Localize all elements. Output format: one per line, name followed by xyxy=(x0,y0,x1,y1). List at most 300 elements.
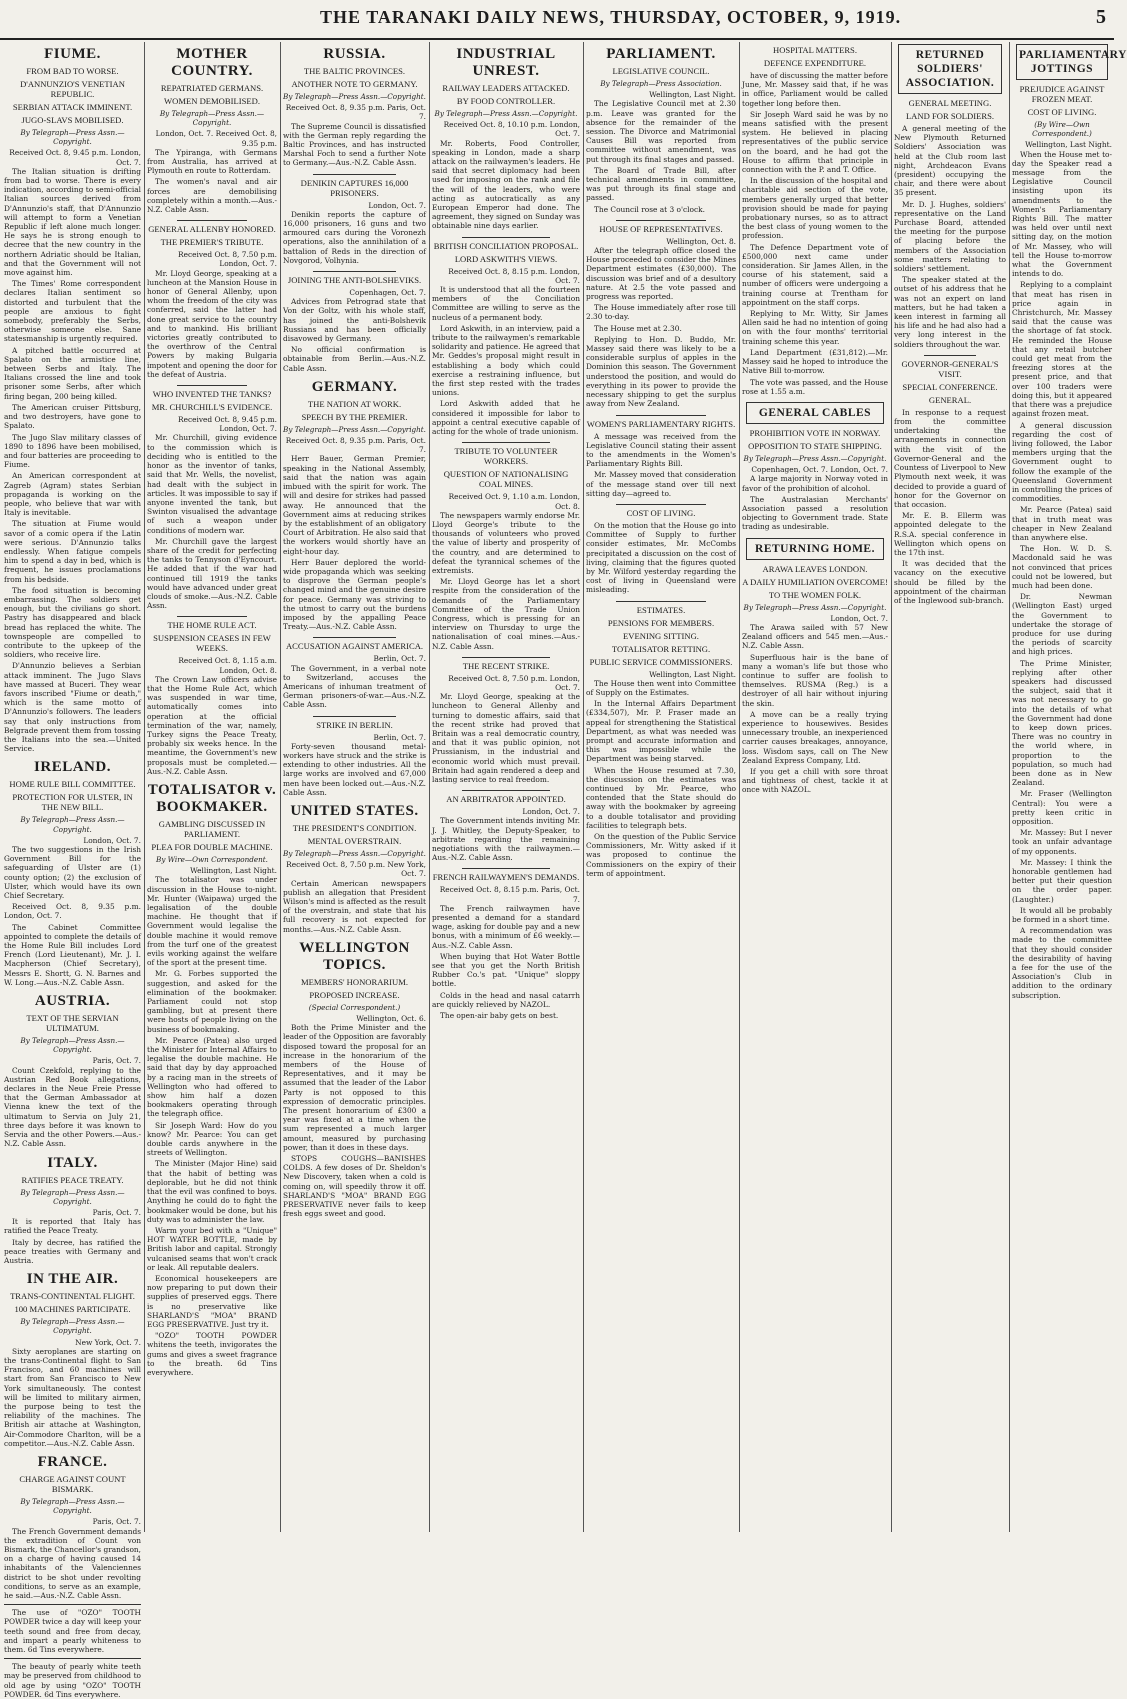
divider xyxy=(616,601,706,602)
divider xyxy=(177,616,247,617)
article-subhead: GOVERNOR-GENERAL'S VISIT. xyxy=(901,358,999,379)
article-subhead: OPPOSITION TO STATE SHIPPING. xyxy=(748,440,882,451)
article-subhead: HOUSE OF REPRESENTATIVES. xyxy=(599,223,723,234)
article-paragraph: Colds in the head and nasal catarrh are quickly relieved by NAZOL. xyxy=(432,990,580,1009)
article-subhead: THE PREMIER'S TRIBUTE. xyxy=(160,237,264,248)
column-rule xyxy=(739,42,740,1532)
divider xyxy=(924,355,976,356)
column-6 xyxy=(742,42,888,1532)
article-paragraph: "OZO" TOOTH POWDER whitens the teeth, invigorates the gums and gives a sweet fragrance to the breath. 6d Tins everywhere. xyxy=(147,1331,277,1377)
divider xyxy=(462,237,550,238)
article-dateline: Wellington, Last Night. xyxy=(190,866,277,876)
column-8 xyxy=(1012,42,1127,1532)
column-5 xyxy=(586,42,736,1532)
article xyxy=(283,174,426,265)
article-dateline: Received Oct. 8, 7.50 p.m. London, Oct. 7. xyxy=(178,250,277,269)
article-subhead: SPEECH BY THE PREMIER. xyxy=(301,411,408,422)
article-dateline: Received Oct. 8, 9.45 p.m. London, Oct. 7. xyxy=(9,148,141,167)
article-paragraph: Herr Bauer deplored the world-wide propaganda which was seeking to disprove the German people's changed mind and the genuine desire for peace. Germany was striving to the utmost to carry out the burdens imposed by the appalling Peace Treaty.—Aus.-N.Z. Cable Assn. xyxy=(283,557,426,632)
article-subhead: GENERAL MEETING. xyxy=(908,98,992,108)
article-paragraph: Received Oct. 8, 9.35 p.m. London, Oct. 7. xyxy=(4,902,141,921)
article xyxy=(432,442,580,650)
article-paragraph: Mr. Massey moved that consideration of the message stand over till next sitting day—agreed to. xyxy=(586,470,736,498)
article-subhead: THE HOME RULE ACT. xyxy=(167,620,257,631)
article-paragraph: The totalisator was under discussion in the House to-night. Mr. Hunter (Waipawa) urged the legalisation of the double machine. He thought that if Government would legalise the double machine it would remove from the turf one of the greatest evils working against the welfare of the sport at the present time. xyxy=(147,875,277,968)
article-paragraph: Mr. Roberts, Food Controller, speaking in London, made a sharp attack on the railwaymen's leaders. He said that secret diplomacy had been used for imposing on the rank and file the will of the leaders, who were acting as autocratically as any European Emperor had done. The agreement, they signed on Sunday was obtainable nine days earlier. xyxy=(432,138,580,231)
article-headline: WELLINGTON TOPICS. xyxy=(299,939,410,973)
divider xyxy=(616,415,706,416)
article-headline: FRANCE. xyxy=(37,1453,108,1470)
article-paragraph: The speaker stated at the outset of his address that he was not an expert on land matters, but he had taken a keen interest in farming all his life and he had also had a very long interest in the soldiers throughout the war. xyxy=(894,275,1006,349)
masthead-title: THE TARANAKI DAILY NEWS, THURSDAY, OCTOBER, 9, 1919. xyxy=(320,7,902,27)
article-subhead: TRIBUTE TO VOLUNTEER WORKERS. xyxy=(454,446,558,467)
article-byline: By Telegraph—Press Assn.—Copyright. xyxy=(20,1317,125,1336)
article-byline: By Telegraph—Press Assn.—Copyright. xyxy=(20,1036,125,1055)
article-subhead: ANOTHER NOTE TO GERMANY. xyxy=(291,79,418,89)
article-paragraph: After the telegraph office closed the House proceeded to consider the Mines Department estimates (£30,000). The discussion was brief and of a desultory nature. At 2.5 the vote passed and progress was reported. xyxy=(586,246,736,302)
article-subhead: TEXT OF THE SERVIAN ULTIMATUM. xyxy=(26,1013,119,1034)
article-paragraph: In the discussion of the hospital and charitable aid section of the vote, members generally urged that better provision should be made for paying probationary nurses, so as to attract the best class of young women to the profession. xyxy=(742,176,888,241)
article xyxy=(586,601,736,878)
article-byline: By Telegraph—Press Assn.—Copyright. xyxy=(743,453,887,463)
column-rule xyxy=(144,42,145,1532)
article-dateline: Wellington, Oct. 6. xyxy=(356,1014,426,1024)
article-byline: By Telegraph—Press Assn.—Copyright. xyxy=(283,424,426,434)
article-paragraph: The situation at Fiume would savor of a comic opera if the Latin were serious. D'Annunzio talks endlessly. When fatigue compels him to spend a day in bed, which is frequent, he issues proclamations from his bedside. xyxy=(4,519,141,584)
article-paragraph: When the House met to-day the Speaker read a message from the Legislative Council insisting upon its amendments to the Women's Parliamentary Rights Bill. The matter was held over until next sitting day, on the motion of Mr. Massey, who will tell the House to-morrow what the Government intends to do. xyxy=(1012,149,1112,279)
article-byline: By Telegraph—Press Assn.—Copyright. xyxy=(20,1187,125,1206)
article-paragraph: Mr. Massey: I think the honorable gentlemen had better put their question on the order paper. (Laughter.) xyxy=(1012,857,1112,904)
article-paragraph: Forty-seven thousand metal-workers have struck and the strike is extending to other industries. All the large works are involved and 67,000 men have been locked out.—Aus.-N.Z. Cable Assn. xyxy=(283,741,426,797)
article-paragraph: Mr. G. Forbes supported the suggestion, and asked for the elimination of the bookmaker. Parliament could not stop gambling, but at present there were hosts of people living on the business of bookmaking. xyxy=(147,969,277,1034)
article-subhead: PUBLIC SERVICE COMMISSIONERS. xyxy=(589,656,733,667)
article-paragraph: Advices from Petrograd state that Von der Goltz, with his whole staff, has joined the anti-Bolshevik Russians and has been officially disavowed by Germany. xyxy=(283,297,426,344)
article-subhead: PROTECTION FOR ULSTER, IN THE NEW BILL. xyxy=(12,792,133,813)
article xyxy=(283,271,426,373)
article-dateline: London, Oct. 7. xyxy=(830,613,888,623)
article xyxy=(742,538,888,795)
article-byline: By Telegraph—Press Assn.—Copyright. xyxy=(20,815,125,834)
article-paragraph: When buying that Hot Water Bottle see that you get the North British Rubber Co.'s pat. "Unique" sloppy bottle. xyxy=(432,951,580,989)
article-paragraph: The Council rose at 3 o'clock. xyxy=(594,204,705,214)
column-7 xyxy=(894,42,1006,1532)
article-subhead: PREJUDICE AGAINST FROZEN MEAT. xyxy=(1019,84,1105,104)
article-paragraph: The women's naval and air forces are demobilising completely within a month.—Aus.-N.Z. Cable Assn. xyxy=(147,177,277,215)
divider xyxy=(177,220,247,221)
divider xyxy=(313,271,396,272)
article-byline: By Telegraph—Press Assn.—Copyright. xyxy=(20,1496,125,1516)
article-subhead: TRANS-CONTINENTAL FLIGHT. xyxy=(10,1291,135,1302)
article xyxy=(432,657,580,784)
article-paragraph: The French railwaymen have presented a demand for a standard wage, asking for double pay and a new bonus, with a minimum of £6 weekly.—Aus.-N.Z. Cable Assn. xyxy=(432,903,580,950)
article-paragraph: The Prime Minister, replying after other speakers had discussed the subject, said that it was not necessary to go into the details of what the Government had done to keep down prices. There was no country in the world where, in proportion to the population, so much had been done as in New Zealand. xyxy=(1012,658,1112,788)
article-paragraph: The American cruiser Pittsburg, and two destroyers, have gone to Spalato. xyxy=(4,402,141,431)
article-headline: FIUME. xyxy=(44,46,101,62)
article xyxy=(586,46,736,214)
article-byline: By Telegraph—Press Assn.—Copyright. xyxy=(159,109,265,128)
article-paragraph: Mr. D. J. Hughes, soldiers' representative on the Land Purchase Board, attended the meeting for the purpose of placing before the members of the Association some matters relating to soldiers' settlement. xyxy=(894,199,1006,274)
article xyxy=(283,940,426,1219)
article-headline: INDUSTRIAL UNREST. xyxy=(456,46,556,79)
article-dateline: Received Oct. 8, 10.10 p.m. London, Oct. 7. xyxy=(443,120,580,139)
article-paragraph: Mr. E. B. Ellerm was appointed delegate to the R.S.A. special conference in Wellington which opens on the 17th inst. xyxy=(894,511,1006,557)
article-subhead: 100 MACHINES PARTICIPATE. xyxy=(14,1304,131,1315)
article-headline: RETURNING HOME. xyxy=(746,538,884,560)
divider xyxy=(313,174,396,175)
column-1 xyxy=(4,42,141,1699)
article-subhead: COST OF LIVING. xyxy=(626,507,696,518)
article xyxy=(586,220,736,409)
divider xyxy=(313,637,396,638)
article-paragraph: The vote was passed, and the House rose at 1.55 a.m. xyxy=(742,377,888,396)
article-paragraph: STOPS COUGHS—BANISHES COLDS. A few doses of Dr. Sheldon's New Discovery, taken when a cold is coming on, will speedily throw it off. SHARLAND'S "MOA" BRAND EGG PRESERVATIVE never fails to keep fresh eggs sweet and good. xyxy=(283,1154,426,1219)
article-paragraph: It was decided that the vacancy on the executive should be filled by the appointment of the chairman of the Inglewood sub-branch. xyxy=(894,559,1006,605)
article-subhead: WOMEN DEMOBILISED. xyxy=(164,96,260,106)
article-byline: By Telegraph—Press Assn.—Copyright. xyxy=(283,92,426,101)
article-headline: TOTALISATOR v. BOOKMAKER. xyxy=(147,781,277,815)
article-dateline: Wellington, Last Night. xyxy=(1025,140,1112,150)
article-paragraph: Mr. Churchill, giving evidence to the commission which is deciding who is entitled to the honor as the inventor of tanks, said that Mr. Wells, the novelist, had dealt with the subject in articles. It was impossible to say if anyone invented the tank, but Swinton visualised the advantage of such a weapon under conditions of modern war. xyxy=(147,433,277,535)
article-subhead: GAMBLING DISCUSSED IN PARLIAMENT. xyxy=(158,818,266,839)
article-paragraph: The Crown Law officers advise that the Home Rule Act, which was suspended in war time, automatically comes into operation at the official termination of the war, namely, Turkey signs the Peace Treaty, probably six weeks hence. In the meantime, the Government's new proposals must be completed.—Aus.-N.Z. Cable Assn. xyxy=(147,674,277,776)
article-paragraph: The Defence Department vote of £500,000 next came under consideration. Sir James Allen, in the course of his statement, said a number of officers were undergoing a training course at Trentham for appointment on the staff corps. xyxy=(742,242,888,307)
article-headline: UNITED STATES. xyxy=(290,802,419,819)
article-paragraph: The open-air baby gets on best. xyxy=(440,1011,559,1021)
article-paragraph: Superfluous hair is the bane of many a woman's life but those who continue to suffer are foolish to themselves. RUSMA (Reg.) is a destroyer of all hair without injuring the skin. xyxy=(742,652,888,708)
article-paragraph: The Hon. W. D. S. Macdonald said he was not convinced that prices could not be lowered, but much had been done. xyxy=(1012,544,1112,590)
article-paragraph: Replying to Mr. Witty, Sir James Allen said he had no intention of going on with the four months' territorial training scheme this year. xyxy=(742,309,888,346)
article-paragraph: On the question of the Public Service Commissioners, Mr. Witty asked if it was proposed to continue the Commissioners on the expiry of their term of appointment. xyxy=(586,832,736,878)
article-subhead: JUGO-SLAVS MOBILISED. xyxy=(21,115,124,125)
article-dateline: Berlin, Oct. 7. xyxy=(373,732,426,742)
article xyxy=(4,1155,141,1266)
article-paragraph: The Government, in a verbal note to Switzerland, accuses the Americans of inhuman treatment of German prisoners-of-war.—Aus.-N.Z. Cable Assn. xyxy=(283,663,426,710)
article xyxy=(4,1454,141,1699)
article-paragraph: In response to a request from the committee undertaking the arrangements in connection with the visit of the Governor-General and the Countess of Liverpool to New Plymouth next week, it was decided to provide a guard of honor for the Governor on that occasion. xyxy=(894,407,1006,509)
article-dateline: Paris, Oct. 7. xyxy=(92,1207,141,1217)
article-subhead: SUSPENSION CEASES IN FEW WEEKS. xyxy=(153,633,271,654)
article xyxy=(147,385,277,610)
article-dateline: Received Oct. 8, 7.50 p.m. London, Oct. 7. xyxy=(448,673,580,692)
column-rule xyxy=(891,42,892,1532)
article-byline: By Wire—Own Correspondent. xyxy=(156,854,268,864)
article xyxy=(586,504,736,595)
article-dateline: London, Oct. 7. Received Oct. 8, 9.35 p.m. xyxy=(155,129,277,148)
article-paragraph: Warm your bed with a "Unique" HOT WATER BOTTLE, made by British labor and capital. Strongly vulcanised seams that won't crack or leak. All reputable dealers. xyxy=(147,1225,277,1272)
article-byline: By Telegraph—Press Association. xyxy=(600,79,722,88)
article-dateline: Wellington, Last Night. xyxy=(649,669,736,679)
article-paragraph: When the House resumed at 7.30, the discussion on the estimates was continued by Mr. Pearce, who contended that the State should do away with the bookmaker by agreeing to a double totalisator and providing facilities to telegraph bets. xyxy=(586,765,736,830)
article-paragraph: Count Czekfold, replying to the Austrian Red Book allegations, declares in the Neue Freie Presse that the German Ambassador at Vienna knew the text of the ultimatum to Servia on July 21, three days before it was known to Servia and the other Powers.—Aus.-N.Z. Cable Assn. xyxy=(4,1065,141,1149)
advertisement: The beauty of pearly white teeth may be preserved from childhood to old age by using "OZO" TOOTH POWDER. 6d Tins everywhere. xyxy=(4,1658,141,1699)
article-subhead: WHO INVENTED THE TANKS? xyxy=(152,389,272,400)
article-paragraph: Lord Askwith, in an interview, paid a tribute to the railwaymen's remarkable solidarity and patience. He agreed that Mr. Geddes's proposal might result in establishing a body which could exercise a restraining influence, but the first step rested with the trades unions. xyxy=(432,323,580,398)
divider xyxy=(462,657,550,658)
article-paragraph: A pitched battle occurred at Spalato on the armistice line, between Serbs and Italy. The Italians crossed the line and took prisoner some Serbs, after which firing began, 200 being killed. xyxy=(4,345,141,401)
article-paragraph: The food situation is becoming embarrassing. The soldiers get enough, but the civilians go short. Pastry has disappeared and black bread has replaced the white. The townspeople are compelled to contribute to the upkeep of the soldiers, who receive lire. xyxy=(4,585,141,660)
article-subhead: COST OF LIVING. xyxy=(1027,107,1097,117)
article-paragraph: The Minister (Major Hine) said that the habit of betting was deplorable, but he did not think that the evil was confined to boys. Anything he could do to fight the bookmaker would be done, but his duty was to administer the law. xyxy=(147,1159,277,1224)
article-subhead: D'ANNUNZIO'S VENETIAN REPUBLIC. xyxy=(20,79,125,99)
article-headline: RUSSIA. xyxy=(323,46,386,62)
article-subhead: RATIFIES PEACE TREATY. xyxy=(21,1174,124,1185)
article-paragraph: The House met at 2.30. xyxy=(594,323,682,333)
article-dateline: Received Oct. 8, 8.15 p.m. Paris, Oct. 7. xyxy=(439,885,580,904)
article-subhead: GENERAL. xyxy=(928,394,972,405)
article-paragraph: Denikin reports the capture of 16,000 prisoners, 16 guns and two armoured cars during the Voronezh operations, also the annihilation of a battalion of Reds in the direction of Novgorod, Volhynia. xyxy=(283,209,426,265)
article-paragraph: In the Internal Affairs Department (£334,507), Mr. P. Fraser made an appeal for strengthening the Statistical Department, as what was needed was prompt and accurate information and this was impossible while the Department was being starved. xyxy=(586,699,736,764)
article-dateline: Wellington, Oct. 8. xyxy=(666,236,736,246)
article-dateline: Received Oct. 9, 1.10 a.m. London, Oct. 8. xyxy=(448,492,580,511)
article-subhead: BY FOOD CONTROLLER. xyxy=(456,96,556,106)
article-paragraph: The Supreme Council is dissatisfied with the German reply regarding the Baltic Provinces, and has instructed Marshal Foch to send a further Note to Germany.—Aus.-N.Z. Cable Assn. xyxy=(283,121,426,168)
divider xyxy=(313,716,396,717)
article-paragraph: Mr. Fraser (Wellington Central): You were a pretty keen critic in opposition. xyxy=(1012,789,1112,827)
article-headline: IN THE AIR. xyxy=(26,1271,119,1288)
article-subhead: A DAILY HUMILIATION OVERCOME! xyxy=(742,576,888,587)
article-paragraph: The French Government demands the extradition of Count von Bismark, the Chancellor's grandson, on a charge of having caused 14 inhabitants of the Valenciennes district to be shot under revolting conditions, to serve as an example, he said.—Aus.-N.Z. Cable Assn. xyxy=(4,1526,141,1600)
article-subhead: HOSPITAL MATTERS. xyxy=(773,45,857,55)
article xyxy=(432,237,580,437)
article-paragraph: A message was received from the Legislative Council stating their assent to the amendments in the Women's Parliamentary Rights Bill. xyxy=(586,431,736,469)
article-paragraph: Lord Askwith added that he considered it impossible for labor to appoint a central executive capable of acting for the whole of trade unionism. xyxy=(432,399,580,437)
article-dateline: Wellington, Last Night. xyxy=(649,90,736,100)
article-byline: By Telegraph—Press Assn.—Copyright. xyxy=(434,109,578,118)
article-paragraph: The Times' Rome correspondent declares Italian sentiment so distorted and turbulent that the people are anxious to fight somebody, preferably the Serbs, otherwise someone else. Sane statesmanship is urgently required. xyxy=(4,279,141,344)
article-paragraph: The Arawa sailed with 57 New Zealand officers and 545 men.—Aus.-N.Z. Cable Assn. xyxy=(742,622,888,651)
divider xyxy=(177,385,247,386)
article-subhead: ACCUSATION AGAINST AMERICA. xyxy=(285,641,424,652)
article-paragraph: The Legislative Council met at 2.30 p.m. Leave was granted for the absence for the remainder of the session. The Divorce and Matrimonial Causes Bill was reported from committee without amendment, was put through its final stages and passed. xyxy=(586,99,736,164)
article-subhead: PENSIONS FOR MEMBERS. xyxy=(607,617,715,628)
article-paragraph: It would all be probably be formed in a short time. xyxy=(1012,905,1112,925)
column-rule xyxy=(583,42,584,1532)
article-byline: By Telegraph—Press Assn.—Copyright. xyxy=(20,128,125,147)
article-paragraph: Certain American newspapers publish an allegation that President Wilson's mind is affected as the result of the overstrain, and state that his full recovery is not expected for months.—Aus.-N.Z. Cable Assn. xyxy=(283,878,426,934)
column-rule xyxy=(280,42,281,1532)
article-paragraph: Sir Joseph Ward: How do you know? Mr. Pearce: You can get double cards anywhere in the streets of Wellington. xyxy=(147,1120,277,1158)
article-subhead: MENTAL OVERSTRAIN. xyxy=(307,835,402,846)
article-headline: RETURNED SOLDIERS' ASSOCIATION. xyxy=(898,44,1002,94)
article-subhead: SERBIAN ATTACK IMMINENT. xyxy=(12,102,133,112)
article-subhead: THE NATION AT WORK. xyxy=(307,398,402,409)
article xyxy=(283,716,426,797)
article-paragraph: It is understood that all the fourteen members of the Conciliation Committee are willing to serve as the nucleus of a permanent body. xyxy=(432,285,580,322)
article-paragraph: Replying to a complaint that meat has risen in price again in Christchurch, Mr. Massey said that the cause was the shortage of fat stock. He reminded the House that any retail butcher could get meat from the freezing stores at the present price, and that over 100 traders were doing this, but it appeared that there was a prejudice against frozen meat. xyxy=(1012,280,1112,419)
article-subhead: JOINING THE ANTI-BOLSHEVIKS. xyxy=(287,275,422,286)
article-byline: (By Wire—Own Correspondent.) xyxy=(1032,120,1092,139)
divider xyxy=(616,504,706,505)
article-subhead: PROHIBITION VOTE IN NORWAY. xyxy=(749,427,881,438)
article-paragraph: D'Annunzio believes a Serbian attack imminent. The Jugo Slavs have massed at Buceri. They wear favors inscribed "Fiume or death," which is the same motto of D'Annunzio's followers. The leaders say that only instructions from Belgrade prevent them from tossing the Italians into the sea.—United Service. xyxy=(4,661,141,754)
column-3 xyxy=(283,42,426,1532)
article-paragraph: A general meeting of the New Plymouth Returned Soldiers' Association was held at the Club room last night, Archdeacon Evans (president) occupying the chair, and there were about 35 present. xyxy=(894,124,1006,198)
article xyxy=(742,45,888,396)
page-number: 5 xyxy=(1096,6,1106,28)
article-dateline: Berlin, Oct. 7. xyxy=(373,654,426,664)
article-paragraph: Sir Joseph Ward said he was by no means satisfied with the present system. He believed in placing representatives of the public service on the board, and he had got the House to affirm that principle in connection with the P. and T. Office. xyxy=(742,109,888,175)
divider xyxy=(616,220,706,221)
article-dateline: Received Oct. 8, 1.15 a.m. London, Oct. 8. xyxy=(178,656,277,675)
article-subhead: CHARGE AGAINST COUNT BISMARK. xyxy=(19,1473,126,1494)
article xyxy=(283,379,426,631)
article-paragraph: Mr. Lloyd George has let a short respite from the consideration of the demands of the Parliamentary Committee of the Trade Union Congress, which is pressing for an interview on Thursday to urge the nationalisation of coal mines.—Aus.-N.Z. Cable Assn. xyxy=(432,577,580,651)
article-paragraph: A large majority in Norway voted in favor of the prohibition of alcohol. xyxy=(742,474,888,493)
article-subhead: DEFENCE EXPENDITURE. xyxy=(763,58,867,68)
article-paragraph: Italy by decree, has ratified the peace treaties with Germany and Austria. xyxy=(4,1237,141,1265)
article-paragraph: A recommendation was made to the committee that they should consider the desirability of having a fee for the use of the Association's Club in addition to the ordinary subscription. xyxy=(1012,926,1112,1000)
article-subhead: AN ARBITRATOR APPOINTED. xyxy=(446,794,566,805)
article-paragraph: Replying to Hon. D. Buddo, Mr. Massey said there was likely to be a considerable surplus of apples in the Dominion this season. The Government understood the position, and would do everything in its power to provide the necessary shipping to get the surplus away from New Zealand. xyxy=(586,334,736,409)
article-paragraph: The Italian situation is drifting from bad to worse. There is every indication, according to semi-official Italian sources derived from D'Annunzio's staff, that D'Annunzio will attempt to form a Venetian Republic if left alone much longer. He says he is strong enough to decree that the new country in the northern Adriatic should be Italian, and that the Government will not move against him. xyxy=(4,166,141,278)
article-dateline: Received Oct. 8, 9.35 p.m. Paris, Oct. 7. xyxy=(285,103,426,122)
article-subhead: LORD ASKWITH'S VIEWS. xyxy=(454,253,558,264)
article-dateline: Received Oct. 8, 9.45 p.m. London, Oct. 7. xyxy=(178,415,277,434)
article-subhead: BRITISH CONCILIATION PROPOSAL. xyxy=(433,240,579,251)
article xyxy=(432,868,580,1020)
article-paragraph: The Government intends inviting Mr. J. J. Whitley, the Deputy-Speaker, to arbitrate regarding the remaining negotiations with the railwaymen.—Aus.-N.Z. Cable Assn. xyxy=(432,816,580,863)
article xyxy=(4,1271,141,1448)
article-dateline: London, Oct. 7. xyxy=(368,200,426,210)
article xyxy=(586,415,736,498)
article-subhead: WOMEN'S PARLIAMENTARY RIGHTS. xyxy=(586,418,736,429)
article-paragraph: No official confirmation is obtainable from Berlin.—Aus.-N.Z. Cable Assn. xyxy=(283,345,426,373)
article-paragraph: have of discussing the matter before June, Mr. Massey said that, if he was in office, Parliament would be called together long before then. xyxy=(742,71,888,108)
article xyxy=(1012,44,1127,1000)
article-headline: GERMANY. xyxy=(311,378,398,395)
article-headline: PARLIAMENTARY JOTTINGS xyxy=(1016,44,1108,80)
article-paragraph: Sixty aeroplanes are starting on the trans-Continental flight to San Francisco, and 60 machines will start from San Francisco to New York simultaneously. The contest will be limited to military airmen, the purpose being to test the reliability of the machines. The British air attache at Washington, Air-Commodore Charlton, will be a competitor.—Aus.-N.Z. Cable Assn. xyxy=(4,1346,141,1448)
article-subhead: GENERAL ALLENBY HONORED. xyxy=(148,224,276,235)
article-subhead: THE RECENT STRIKE. xyxy=(462,660,550,671)
article-paragraph: On the motion that the House go into Committee of Supply to further consider estimates, Mr. McCombs precipitated a discussion on the cost of living, claiming that the figures quoted by Mr. Wilford yesterday regarding the cost of living in Queensland were misleading. xyxy=(586,520,736,595)
article-paragraph: A general discussion regarding the cost of living followed, the Labor members urging that the Government ought to follow the example of the Queensland Government in controlling the prices of commodities. xyxy=(1012,420,1112,504)
article xyxy=(742,402,888,532)
article-paragraph: The Ypiranga, with Germans from Australia, has arrived at Plymouth en route to Rotterdam. xyxy=(147,147,277,176)
article-dateline: Paris, Oct. 7. xyxy=(92,1517,141,1527)
article-subhead: ESTIMATES. xyxy=(636,604,686,615)
article-paragraph: The two suggestions in the Irish Government Bill for the safeguarding of Ulster are (1) county option; (2) the exclusion of Ulster, which would have its own Chief Secretary. xyxy=(4,845,141,901)
article-dateline: Received Oct. 8, 8.15 p.m. London, Oct. 7. xyxy=(448,266,580,285)
article xyxy=(147,616,277,776)
article-subhead: HOME RULE BILL COMMITTEE. xyxy=(9,779,136,790)
article-subhead: ARAWA LEAVES LONDON. xyxy=(762,563,868,574)
article-headline: ITALY. xyxy=(47,1154,98,1171)
article-headline: PARLIAMENT. xyxy=(606,46,716,62)
article xyxy=(432,46,580,231)
column-2 xyxy=(147,42,277,1532)
article-dateline: London, Oct. 7. xyxy=(83,835,141,845)
article-dateline: Copenhagen, Oct. 7. London, Oct. 7. xyxy=(751,465,888,475)
divider xyxy=(462,868,550,869)
article xyxy=(4,46,141,753)
article-headline: MOTHER COUNTRY. xyxy=(171,46,253,79)
article-dateline: Copenhagen, Oct. 7. xyxy=(349,288,426,298)
column-rule xyxy=(1009,42,1010,1532)
article xyxy=(4,993,141,1148)
article-subhead: FROM BAD TO WORSE. xyxy=(26,66,119,76)
article-paragraph: Mr. Churchill gave the largest share of the credit for perfecting the tanks to Tennyson d'Eyncourt. He added that if the war had continued till 1919 the tanks would have advanced under great clouds of smoke.—Aus.-N.Z. Cable Assn. xyxy=(147,536,277,611)
article-paragraph: An American correspondent at Zagreb (Agram) states Serbian propaganda is working on the people, who believe that war with Italy is inevitable. xyxy=(4,471,141,518)
article xyxy=(147,220,277,379)
article-subhead: DENIKIN CAPTURES 16,000 PRISONERS. xyxy=(300,177,409,198)
article-subhead: TOTALISATOR RETTING. xyxy=(611,643,711,654)
article-subhead: THE BALTIC PROVINCES. xyxy=(303,66,406,76)
article-paragraph: Mr. Pearce (Patea) said that in truth meat was cheaper in New Zealand than anywhere else. xyxy=(1012,505,1112,542)
article-byline: (Special Correspondent.) xyxy=(308,1002,401,1012)
article-paragraph: The Jugo Slav military classes of 1890 to 1896 have been mobilised, and four batteries are proceeding to Fiume. xyxy=(4,432,141,470)
article-subhead: SPECIAL CONFERENCE. xyxy=(902,381,998,392)
column-4 xyxy=(432,42,580,1532)
article xyxy=(894,44,1006,349)
article-dateline: Paris, Oct. 7. xyxy=(92,1056,141,1066)
article-subhead: LEGISLATIVE COUNCIL. xyxy=(612,66,710,76)
article-paragraph: The Cabinet Committee appointed to complete the details of the Home Rule Bill includes Lord French (Lord Lieutenant), Mr. J. I. Macpherson (Chief Secretary), Messrs E. Shortt, G. N. Barnes and W. Long.—Aus.-N.Z. Cable Assn. xyxy=(4,922,141,987)
article-headline: IRELAND. xyxy=(34,759,111,776)
article-byline: By Telegraph—Press Assn.—Copyright. xyxy=(283,848,426,858)
article xyxy=(432,790,580,862)
article xyxy=(147,46,277,214)
article-paragraph: It is reported that Italy has ratified the Peace Treaty. xyxy=(4,1217,141,1236)
article-paragraph: Mr. Lloyd George, speaking at a luncheon at the Mansion House in honor of General Allenby, upon whom the freedom of the city was conferred, said the latter had done great service to the country and to mankind. His brilliant victories greatly contributed to the overthrow of the Central Powers by making Bulgaria impotent and opening the door for the defeat of Austria. xyxy=(147,268,277,379)
article xyxy=(283,803,426,934)
article-subhead: EVENING SITTING. xyxy=(623,630,699,641)
article-paragraph: The Australasian Merchants' Association passed a resolution objecting to Government trade. State trading as undesirable. xyxy=(742,494,888,532)
article-paragraph: If you get a chill with sore throat and tightness of chest, tackle it at once with NAZOL. xyxy=(742,766,888,795)
divider xyxy=(462,790,550,791)
article-subhead: MR. CHURCHILL'S EVIDENCE. xyxy=(151,402,273,413)
article-paragraph: Land Department (£31,812).—Mr. Massey said he hoped to introduce the Native Bill to-morrow. xyxy=(742,347,888,376)
article-subhead: THE PRESIDENT'S CONDITION. xyxy=(292,822,417,833)
article-headline: GENERAL CABLES xyxy=(746,402,884,424)
article-dateline: New York, Oct. 7. xyxy=(75,1337,141,1347)
article-subhead: TO THE WOMEN FOLK. xyxy=(768,589,862,600)
article-subhead: MEMBERS' HONORARIUM. xyxy=(300,976,409,987)
article-paragraph: The Board of Trade Bill, after technical amendments in committee, was put through its final stage and passed. xyxy=(586,165,736,203)
article-paragraph: Mr. Pearce (Patea) also urged the Minister for Internal Affairs to legalise the double machine. He said that day by day approached by a racing man in the streets of Wellington who had offered to show him half a dozen bookmakers operating through the telegraph office. xyxy=(147,1035,277,1119)
article xyxy=(283,637,426,709)
masthead xyxy=(0,0,1114,40)
column-rule xyxy=(429,42,430,1532)
article-dateline: London, Oct. 7. xyxy=(522,807,580,817)
article-paragraph: The newspapers warmly endorse Mr. Lloyd George's tribute to the thousands of volunteers who proved the value of liberty and prosperity of the country, and are determined to defeat the tyrannical schemes of the extremists. xyxy=(432,510,580,575)
article-headline: AUSTRIA. xyxy=(34,993,111,1010)
article-subhead: QUESTION OF NATIONALISING COAL MINES. xyxy=(443,469,569,490)
article-subhead: FRENCH RAILWAYMEN'S DEMANDS. xyxy=(432,872,580,883)
article-dateline: Received Oct. 8, 9.35 p.m. Paris, Oct. 7. xyxy=(285,436,426,455)
article xyxy=(894,355,1006,605)
article-paragraph: Mr. Lloyd George, speaking at the luncheon to General Allenby and turning to domestic affairs, said that the recent strike had proved that Britain was a real democratic country, and that it was public opinion, not Prussianism, in the industrial and economic world which must prevail. Britain had again rendered a deep and lasting service to real freedom. xyxy=(432,692,580,784)
article xyxy=(147,782,277,1377)
article-paragraph: Mr. Massey: But I never took an unfair advantage of my opponents. xyxy=(1012,828,1112,856)
divider xyxy=(462,442,550,443)
article-subhead: STRIKE IN BERLIN. xyxy=(316,719,393,730)
article-subhead: PROPOSED INCREASE. xyxy=(309,989,400,1000)
article xyxy=(4,759,141,987)
article-paragraph: The House immediately after rose till 2.30 to-day. xyxy=(586,303,736,322)
article-paragraph: Both the Prime Minister and the leader of the Opposition are favorably disposed toward the proposal for an increase in the honorarium of the members of the House of Representatives, and it may be assumed that the leader of the Labor Party is not opposed to this expression of democratic principles. The present honorarium of £300 a year was fixed at a time when the sum represented a much larger amount, measured by purchasing power, than it does in these days. xyxy=(283,1023,426,1152)
advertisement: The use of "OZO" TOOTH POWDER twice a day will keep your teeth sound and free from decay, and impart a pearly whiteness to them. 6d Tins everywhere. xyxy=(4,1604,141,1654)
article xyxy=(283,46,426,168)
article-paragraph: A move can be a really trying experience to housewives. Besides unnecessary trouble, an inexperienced carrier causes breakages, annoyance, loss. Wisdom says, call on The New Zealand Express Company, Ltd. xyxy=(742,709,888,765)
article-byline: By Telegraph—Press Assn.—Copyright. xyxy=(743,602,887,612)
article-paragraph: Herr Bauer, German Premier, speaking in the National Assembly, said that the nation was again imbued with the spirit for work. The will and desire for strikes had passed away. He announced that the Government aims at reducing strikes by the establishment of an obligatory Court of Arbitration. He also said that the workers would shortly have an eight-hour day. xyxy=(283,454,426,556)
article-dateline: Received Oct. 8, 7.50 p.m. New York, Oct. 7. xyxy=(286,860,426,879)
article-subhead: LAND FOR SOLDIERS. xyxy=(905,111,995,121)
article-paragraph: The House then went into Committee of Supply on the Estimates. xyxy=(586,678,736,697)
article-subhead: PLEA FOR DOUBLE MACHINE. xyxy=(151,841,273,852)
article-paragraph: Economical housekeepers are now preparing to put down their supplies of preserved eggs. There is no preservative like SHARLAND'S "MOA" BRAND EGG PRESERVATIVE. Just try it. xyxy=(147,1273,277,1329)
